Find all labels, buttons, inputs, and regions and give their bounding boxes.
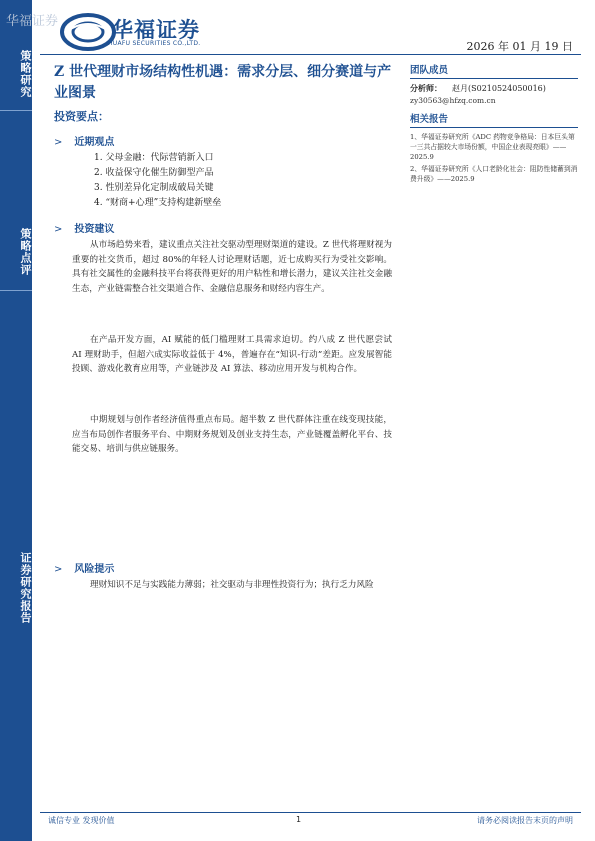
watermark: 华福证券 bbox=[6, 14, 59, 29]
advice-paragraph: 从市场趋势来看，建议重点关注社交驱动型理财渠道的建设。Z 世代将理财视为重要的社交货币，超过 80%的年轻人讨论理财话题，近七成购买行为受社交影响。具有社交属性的金融科技平台将获得更好的用户粘性和增长潜力，建议关注社交金融生态，产业链需整合社交渠道合作、金融信息服务和财经内容生产。 bbox=[72, 240, 392, 294]
related-report-item[interactable]: 1、华福证券研究所《ADC 药物竞争格局：日本巨头第一三共占据较大市场份额，中国企业表现亮眼》——2025.9 bbox=[410, 133, 575, 161]
sidebar-label-strategy-research: 策略研究 bbox=[19, 50, 32, 98]
logo-name: 华福证券 bbox=[112, 18, 200, 42]
related-report-item[interactable]: 2、华福证券研究所《人口老龄化社会：阻防性储蓄到消费升级》——2025.9 bbox=[410, 165, 578, 183]
footer-disclaimer: 请务必阅读报告末页的声明 bbox=[477, 816, 573, 825]
footer-rule bbox=[40, 812, 581, 813]
analyst-email[interactable]: zy30563@hfzq.com.cn bbox=[410, 96, 496, 105]
analyst-row bbox=[410, 83, 578, 94]
analyst-label: 分析师： bbox=[410, 84, 442, 93]
sidebar-divider bbox=[0, 290, 32, 291]
report-date: 2026 年 01 月 19 日 bbox=[466, 40, 573, 53]
analyst-name: 赵月(S0210524050016) bbox=[452, 84, 546, 93]
chevron-right-icon: > bbox=[54, 224, 63, 235]
list-item: 2. 收益保守化催生防御型产品 bbox=[94, 168, 214, 178]
right-column bbox=[410, 62, 578, 184]
header-rule bbox=[40, 54, 581, 55]
team-heading: 团队成员 bbox=[410, 62, 578, 79]
sidebar bbox=[0, 0, 32, 841]
page-number: 1 bbox=[296, 815, 302, 824]
chevron-right-icon: > bbox=[54, 137, 63, 148]
logo-english-name: HUAFU SECURITIES CO.,LTD. bbox=[108, 40, 201, 47]
risk-heading: > 风险提示 bbox=[54, 564, 115, 575]
risk-text: 理财知识不足与实践能力薄弱；社交驱动与非理性投资行为；执行乏力风险 bbox=[90, 580, 374, 590]
report-title: Z 世代理财市场结构性机遇：需求分层、细分赛道与产业图景 bbox=[54, 64, 392, 101]
sidebar-label-securities-report: 证券研究报告 bbox=[19, 552, 32, 624]
list-item: 3. 性别差异化定制成破局关键 bbox=[94, 183, 214, 193]
recent-views-list bbox=[94, 151, 221, 211]
list-item: 4. “财商+心理”支持构建新壁垒 bbox=[94, 198, 222, 208]
recent-views-heading: > 近期观点 bbox=[54, 137, 115, 148]
related-reports-heading: 相关报告 bbox=[410, 111, 578, 128]
list-item: 1. 父母金融：代际营销新入口 bbox=[94, 153, 214, 163]
footer-slogan: 诚信专业 发现价值 bbox=[48, 816, 115, 825]
highlights-heading: 投资要点： bbox=[54, 110, 109, 123]
sidebar-label-strategy-comment: 策略点评 bbox=[19, 228, 32, 276]
advice-paragraph: 在产品开发方面，AI 赋能的低门槛理财工具需求迫切。约八成 Z 世代愿尝试 AI 理财助手，但超六成实际收益低于 4%，普遍存在“知识-行动”差距。应发展智能投顾、游戏化教育应用等，产业链涉及 AI 算法、移动应用开发与机构合作。 bbox=[72, 335, 392, 374]
advice-paragraph: 中期规划与创作者经济值得重点布局。超半数 Z 世代群体注重在线变现技能，应当布局创作者服务平台、中期财务规划及创业支持生态，产业链覆盖孵化平台、技能交易、培训与供应链服务。 bbox=[72, 415, 392, 454]
sidebar-divider bbox=[0, 110, 32, 111]
investment-advice-heading: > 投资建议 bbox=[54, 224, 115, 235]
chevron-right-icon: > bbox=[54, 564, 63, 575]
